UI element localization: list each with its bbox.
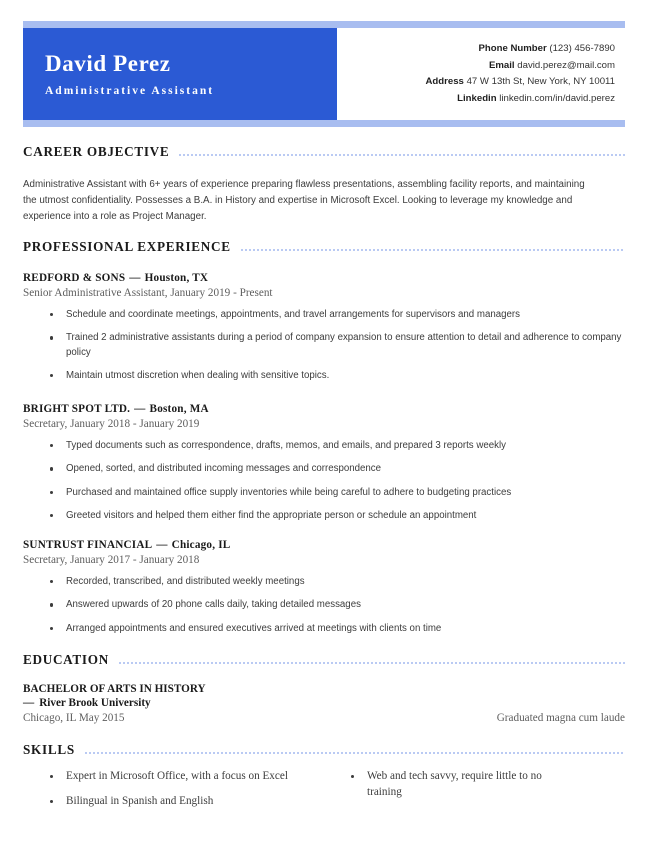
list-item: Web and tech savvy, require little to no training xyxy=(324,769,552,801)
dash-icon: — xyxy=(156,539,168,551)
contact-email-label: Email xyxy=(489,59,515,71)
dash-icon: — xyxy=(134,403,146,415)
contact-email xyxy=(489,58,615,75)
job-role-line xyxy=(23,418,625,430)
header-rule-top xyxy=(23,21,625,28)
education-school: River Brook University xyxy=(39,697,151,709)
contact-linkedin-label: Linkedin xyxy=(457,92,497,104)
dotted-leader-icon xyxy=(178,148,625,156)
section-title-skills: SKILLS xyxy=(23,742,75,757)
job-location: Chicago, IL xyxy=(171,539,231,551)
list-item: Answered upwards of 20 phone calls daily, taking detailed messages xyxy=(23,598,625,612)
job-company: SUNTRUST FINANCIAL xyxy=(23,539,153,551)
job-company: REDFORD & SONS xyxy=(23,272,126,284)
experience-entry xyxy=(23,539,625,636)
skills-columns xyxy=(23,769,625,819)
list-item: Arranged appointments and ensured executives arrived at meetings with clients on time xyxy=(23,622,625,636)
contact-email-value[interactable]: david.perez@mail.com xyxy=(517,59,615,71)
contact-address-label: Address xyxy=(425,76,464,87)
job-company-line xyxy=(23,403,625,415)
list-item: Bilingual in Spanish and English xyxy=(23,794,324,810)
section-education xyxy=(23,652,625,668)
contact-block xyxy=(337,28,625,120)
contact-address-value: 47 W 13th St, New York, NY 10011 xyxy=(466,76,615,87)
contact-phone-label: Phone Number xyxy=(478,43,547,54)
job-bullets xyxy=(23,308,625,383)
list-item: Trained 2 administrative assistants during a period of company expansion to ensure attention to detail and adherence to company policy xyxy=(23,331,625,360)
dash-icon: — xyxy=(129,272,141,284)
section-professional-experience xyxy=(23,239,625,255)
header-job-title: Administrative Assistant xyxy=(45,84,215,97)
section-header-skills xyxy=(23,742,625,758)
list-item: Opened, sorted, and distributed incoming messages and correspondence xyxy=(23,462,625,476)
education-meta-row xyxy=(23,712,625,724)
section-header-experience xyxy=(23,239,625,255)
experience-entry xyxy=(23,403,625,523)
job-company-line xyxy=(23,272,625,284)
header-body xyxy=(23,28,625,120)
header-rule-bottom xyxy=(23,120,625,127)
contact-address xyxy=(426,74,616,91)
list-item: Maintain utmost discretion when dealing with sensitive topics. xyxy=(23,369,625,383)
education-degree: BACHELOR OF ARTS IN HISTORY xyxy=(23,683,206,695)
page-title: David Perez xyxy=(45,51,171,77)
skills-column-left xyxy=(23,769,324,819)
section-title-objective: CAREER OBJECTIVE xyxy=(23,144,170,159)
experience-entry xyxy=(23,272,625,383)
resume-header xyxy=(23,21,625,127)
job-role: Secretary, xyxy=(23,554,68,566)
header-name-block xyxy=(23,28,337,120)
job-dates: January 2019 - Present xyxy=(170,287,273,299)
job-dates: January 2018 - January 2019 xyxy=(70,418,200,430)
dotted-leader-icon xyxy=(118,656,625,664)
job-bullets xyxy=(23,439,625,523)
education-entry xyxy=(23,683,625,724)
skills-list xyxy=(23,769,324,810)
contact-linkedin xyxy=(457,91,615,108)
list-item: Schedule and coordinate meetings, appointments, and travel arrangements for supervisors and managers xyxy=(23,308,625,322)
education-school-line xyxy=(23,697,625,709)
job-role-line xyxy=(23,554,625,566)
skills-list xyxy=(324,769,625,801)
contact-phone-value: (123) 456-7890 xyxy=(549,43,615,54)
dotted-leader-icon xyxy=(240,243,625,251)
job-role-line xyxy=(23,287,625,299)
list-item: Typed documents such as correspondence, drafts, memos, and emails, and prepared 3 reports weekly xyxy=(23,439,625,453)
education-honor: Graduated magna cum laude xyxy=(496,712,625,724)
job-location: Houston, TX xyxy=(144,272,209,284)
section-header-objective xyxy=(23,144,625,160)
contact-linkedin-value[interactable]: linkedin.com/in/david.perez xyxy=(499,92,615,104)
job-role: Secretary, xyxy=(23,418,68,430)
section-title-education: EDUCATION xyxy=(23,652,109,667)
section-title-experience: PROFESSIONAL EXPERIENCE xyxy=(23,239,231,254)
job-company: BRIGHT SPOT LTD. xyxy=(23,403,131,415)
section-career-objective xyxy=(23,144,625,225)
dash-icon: — xyxy=(23,697,35,709)
list-item: Greeted visitors and helped them either find the appropriate person or schedule an appointment xyxy=(23,509,625,523)
job-dates: January 2017 - January 2018 xyxy=(70,554,200,566)
skills-column-right xyxy=(324,769,625,819)
list-item: Expert in Microsoft Office, with a focus on Excel xyxy=(23,769,324,785)
contact-phone xyxy=(478,41,615,58)
section-skills xyxy=(23,742,625,819)
job-bullets xyxy=(23,575,625,636)
job-company-line xyxy=(23,539,625,551)
job-location: Boston, MA xyxy=(149,403,209,415)
education-location-date: Chicago, IL May 2015 xyxy=(23,712,125,724)
objective-text: Administrative Assistant with 6+ years of experience preparing flawless presentations, assembling facility reports, and maintaining the utmost confidentiality. Possesses a B.A. in History and expertise in Microsoft Excel. Looking to leverage my knowledge and experience into a role as Project Manager. xyxy=(23,179,585,222)
job-role: Senior Administrative Assistant, xyxy=(23,287,168,299)
list-item: Recorded, transcribed, and distributed weekly meetings xyxy=(23,575,625,589)
dotted-leader-icon xyxy=(84,746,625,754)
section-header-education xyxy=(23,652,625,668)
list-item: Purchased and maintained office supply inventories while being careful to adhere to budgeting practices xyxy=(23,486,625,500)
